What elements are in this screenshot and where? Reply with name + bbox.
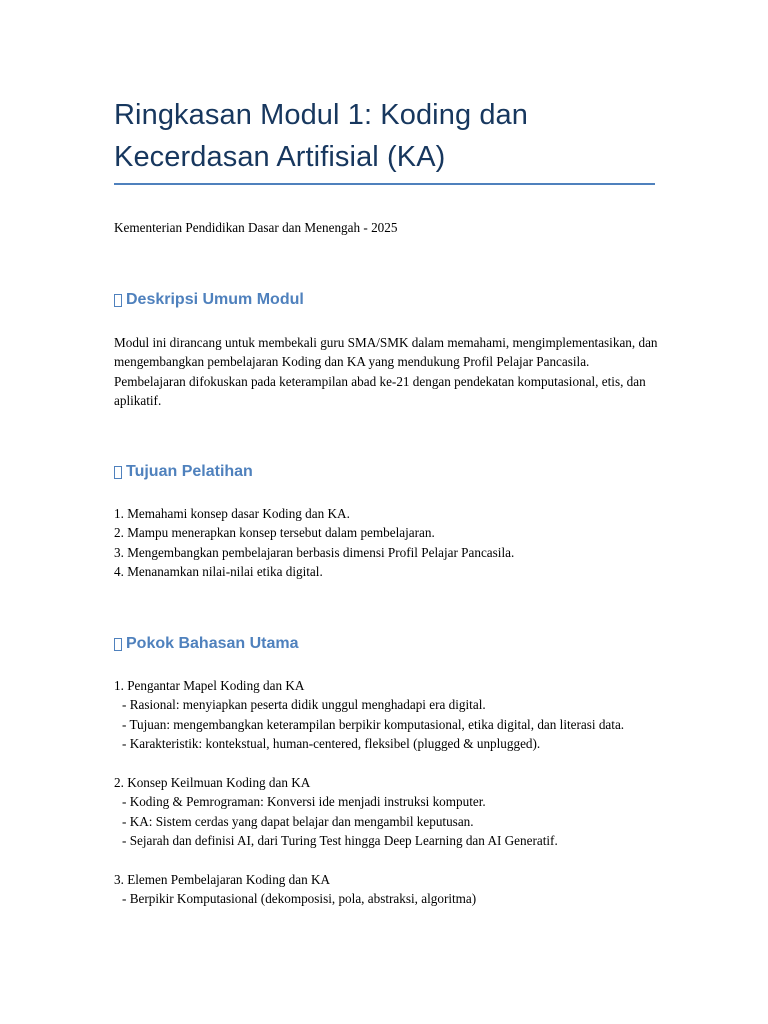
missing-glyph-icon xyxy=(114,466,122,479)
document-subtitle: Kementerian Pendidikan Dasar dan Menengah - 2025 xyxy=(114,220,398,235)
topic-title: 2. Konsep Keilmuan Koding dan KA xyxy=(114,775,311,791)
list-item: - Berpikir Komputasional (dekomposisi, pola, abstraksi, algoritma) xyxy=(122,891,477,907)
topic-items xyxy=(114,792,659,850)
topic-group xyxy=(114,870,659,909)
section-heading-deskripsi xyxy=(114,289,304,311)
section-heading-tujuan xyxy=(114,461,253,483)
topic-items xyxy=(114,695,659,753)
topic-group xyxy=(114,676,659,754)
section-heading-label: Tujuan Pelatihan xyxy=(126,463,253,480)
list-item: 1. Memahami konsep dasar Koding dan KA. xyxy=(114,506,350,521)
document-title: Ringkasan Modul 1: Koding dan Kecerdasan Artifisial (KA) xyxy=(114,99,529,173)
missing-glyph-icon xyxy=(114,294,122,307)
list-item: - Koding & Pemrograman: Konversi ide menjadi instruksi komputer. xyxy=(122,794,486,810)
list-item: - Sejarah dan definisi AI, dari Turing Test hingga Deep Learning dan AI Generatif. xyxy=(122,833,558,849)
title-block xyxy=(114,94,659,185)
topic-title: 1. Pengantar Mapel Koding dan KA xyxy=(114,678,305,693)
list-item: 4. Menanamkan nilai-nilai etika digital. xyxy=(114,564,323,580)
section-heading-label: Deskripsi Umum Modul xyxy=(126,291,304,308)
title-underline xyxy=(114,183,655,185)
tujuan-list xyxy=(114,504,659,582)
list-item: - Tujuan: mengembangkan keterampilan berpikir komputasional, etika digital, dan literasi data. xyxy=(122,716,625,732)
topic-items xyxy=(114,889,659,908)
section-paragraph-deskripsi: Modul ini dirancang untuk membekali guru SMA/SMK dalam memahami, mengimplementasikan, dan mengembangkan pembelajaran Koding dan KA yang mendukung Profil Pelajar Pancasila. Pembelajaran difokuskan pada keterampilan abad ke-21 dengan pendekatan komputasional, etis, dan aplikatif. xyxy=(114,335,658,409)
list-item: - KA: Sistem cerdas yang dapat belajar dan mengambil keputusan. xyxy=(122,813,474,829)
topic-title: 3. Elemen Pembelajaran Koding dan KA xyxy=(114,872,331,888)
pokok-bahasan-body xyxy=(114,676,659,909)
section-heading-pokok-bahasan xyxy=(114,633,299,655)
list-item: 3. Mengembangkan pembelajaran berbasis dimensi Profil Pelajar Pancasila. xyxy=(114,544,515,560)
list-item: - Rasional: menyiapkan peserta didik unggul menghadapi era digital. xyxy=(122,697,486,713)
section-heading-label: Pokok Bahasan Utama xyxy=(126,635,299,652)
missing-glyph-icon xyxy=(114,638,122,651)
list-item: 2. Mampu menerapkan konsep tersebut dalam pembelajaran. xyxy=(114,525,435,541)
topic-group xyxy=(114,773,659,851)
list-item: - Karakteristik: kontekstual, human-centered, fleksibel (plugged & unplugged). xyxy=(122,736,541,752)
